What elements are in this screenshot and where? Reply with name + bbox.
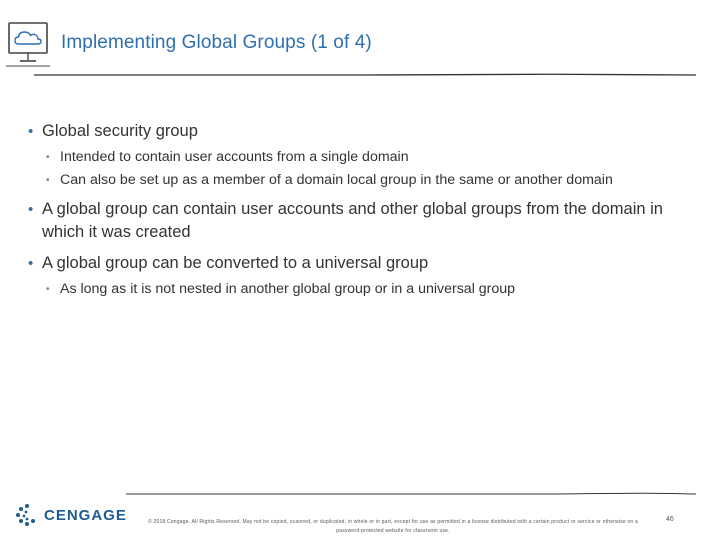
brand-name: CENGAGE (44, 507, 127, 524)
sub-bullet-text: Intended to contain user accounts from a single domain (60, 149, 409, 165)
bullet-icon: • (28, 123, 34, 140)
sub-bullet-text: As long as it is not nested in another global group or in a universal group (60, 281, 516, 297)
bullet-icon: • (28, 201, 34, 218)
sub-bullet-item (28, 171, 688, 190)
cloud-monitor-icon (6, 20, 52, 70)
bullet-list (28, 120, 688, 307)
bullet-icon: • (28, 255, 34, 272)
bullet-group (28, 120, 688, 190)
copyright-notice: © 2018 Cengage. All Rights Reserved. May not be copied, scanned, or duplicated, in whole or in part, except for use as permitted in a license distributed with a certain product or service or otherwise on a password-protected website for classroom use. (148, 519, 638, 534)
bullet-text: Global security group (42, 122, 198, 140)
sub-bullet-icon: • (46, 284, 50, 295)
sub-bullet-icon: • (46, 152, 50, 163)
bullet-item (28, 198, 688, 244)
bullet-group (28, 252, 688, 299)
bullet-text: A global group can be converted to a universal group (42, 254, 429, 272)
bullet-text: A global group can contain user accounts and other global groups from the domain in which it was created (42, 200, 663, 241)
bullet-group (28, 198, 688, 244)
page-number: 46 (666, 516, 674, 523)
sub-bullet-icon: • (46, 175, 50, 186)
footer-divider (126, 489, 696, 497)
sub-bullet-text: Can also be set up as a member of a domain local group in the same or another domain (60, 172, 613, 188)
sub-bullet-item (28, 148, 688, 167)
cengage-logo-icon (14, 502, 40, 528)
bullet-item (28, 252, 688, 275)
slide-title: Implementing Global Groups (1 of 4) (61, 32, 372, 53)
sub-bullet-item (28, 280, 688, 299)
bullet-item (28, 120, 688, 143)
title-divider (34, 70, 696, 78)
